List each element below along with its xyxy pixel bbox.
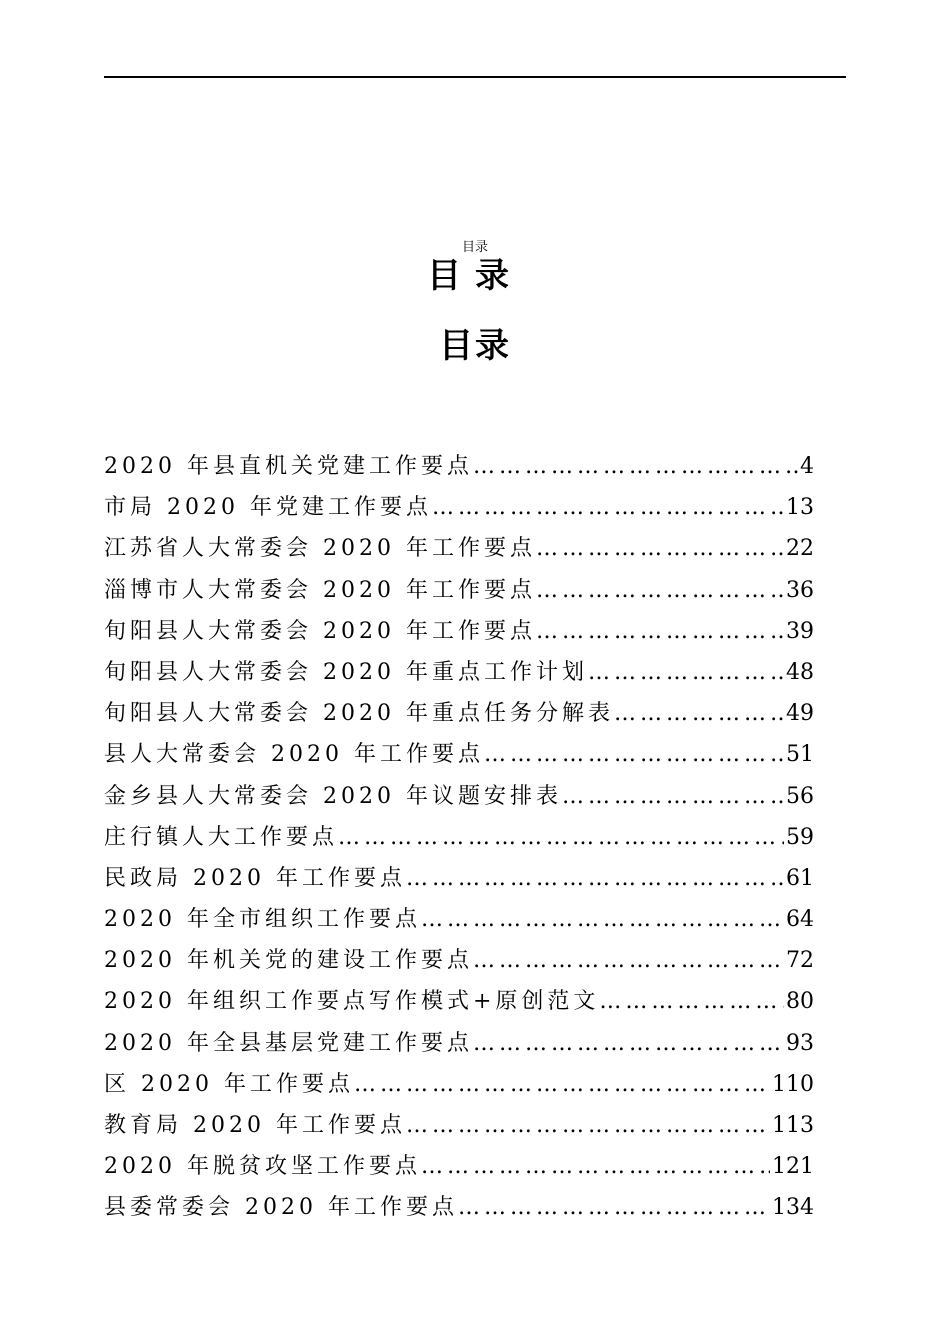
- toc-dot-leader: [421, 899, 784, 940]
- toc-entry-page-number: 64: [786, 907, 814, 933]
- toc-entry-title: 2020 年机关党的建设工作要点: [104, 948, 473, 974]
- toc-entry-title: 旬阳县人大常委会 2020 年重点任务分解表: [104, 701, 614, 727]
- toc-entry[interactable]: [104, 734, 814, 775]
- toc-dot-leader: [406, 858, 784, 899]
- toc-entry-page-number: 61: [786, 865, 814, 891]
- toc-dot-leader: [614, 693, 784, 734]
- toc-entry-page-number: 51: [786, 742, 814, 768]
- toc-dot-leader: [588, 652, 784, 693]
- toc-entry-page-number: 93: [786, 1030, 814, 1056]
- toc-entry-title: 2020 年县直机关党建工作要点: [104, 454, 473, 479]
- toc-entry-title: 2020 年脱贫攻坚工作要点: [104, 1154, 421, 1180]
- toc-dot-leader: [473, 940, 784, 981]
- toc-entry-title: 县委常委会 2020 年工作要点: [104, 1195, 458, 1221]
- table-of-contents: [104, 446, 814, 1229]
- toc-dot-leader: [536, 528, 784, 569]
- toc-entry-page-number: 110: [772, 1071, 814, 1097]
- toc-entry-title: 淄博市人大常委会 2020 年工作要点: [104, 577, 536, 603]
- toc-dot-leader: [432, 487, 784, 528]
- toc-entry[interactable]: [104, 817, 814, 858]
- toc-dot-leader: [473, 446, 798, 487]
- toc-entry-page-number: 134: [772, 1195, 814, 1221]
- toc-entry[interactable]: [104, 570, 814, 611]
- toc-entry-title: 旬阳县人大常委会 2020 年工作要点: [104, 618, 536, 644]
- toc-entry-page-number: 22: [786, 536, 814, 562]
- toc-entry[interactable]: [104, 1064, 814, 1105]
- toc-entry[interactable]: [104, 1105, 814, 1146]
- toc-entry-page-number: 48: [786, 659, 814, 685]
- toc-entry-title: 2020 年全县基层党建工作要点: [104, 1030, 473, 1056]
- toc-entry[interactable]: [104, 487, 814, 528]
- toc-dot-leader: [354, 1064, 770, 1105]
- toc-entry-page-number: 4: [800, 454, 814, 479]
- toc-dot-leader: [536, 611, 784, 652]
- toc-entry-title: 2020 年全市组织工作要点: [104, 907, 421, 933]
- toc-entry-title: 县人大常委会 2020 年工作要点: [104, 742, 484, 768]
- toc-entry[interactable]: [104, 1023, 814, 1064]
- toc-entry-page-number: 39: [786, 618, 814, 644]
- toc-dot-leader: [484, 734, 784, 775]
- toc-entry[interactable]: [104, 611, 814, 652]
- toc-entry-page-number: 13: [786, 495, 814, 521]
- toc-entry-title: 旬阳县人大常委会 2020 年重点工作计划: [104, 659, 588, 685]
- toc-dot-leader: [406, 1105, 770, 1146]
- toc-entry-title: 庄行镇人大工作要点: [104, 824, 339, 850]
- page-title: 目录: [427, 256, 523, 296]
- toc-entry[interactable]: [104, 652, 814, 693]
- toc-entry[interactable]: [104, 858, 814, 899]
- toc-entry-title: 民政局 2020 年工作要点: [104, 865, 406, 891]
- toc-dot-leader: [458, 1187, 770, 1228]
- toc-entry[interactable]: [104, 528, 814, 569]
- toc-dot-leader: [338, 817, 784, 858]
- toc-dot-leader: [536, 570, 784, 611]
- toc-entry-page-number: 56: [786, 783, 814, 809]
- toc-entry-title: 区 2020 年工作要点: [104, 1071, 354, 1097]
- toc-entry[interactable]: [104, 940, 814, 981]
- toc-dot-leader: [473, 1023, 784, 1064]
- header-small-title: 目录: [461, 240, 488, 255]
- toc-dot-leader: [421, 1146, 770, 1187]
- toc-entry-title: 江苏省人大常委会 2020 年工作要点: [104, 536, 536, 562]
- toc-entry[interactable]: [104, 693, 814, 734]
- toc-entry[interactable]: [104, 1187, 814, 1228]
- toc-entry[interactable]: [104, 899, 814, 940]
- toc-dot-leader: [562, 776, 784, 817]
- toc-entry[interactable]: [104, 1146, 814, 1187]
- toc-entry-page-number: 80: [786, 989, 814, 1015]
- toc-entry-page-number: 49: [786, 701, 814, 727]
- page-subtitle: 目录: [439, 326, 511, 366]
- toc-entry-title: 2020 年组织工作要点写作模式+原创范文: [104, 989, 600, 1015]
- toc-entry-page-number: 59: [786, 824, 814, 850]
- toc-entry-page-number: 121: [772, 1154, 814, 1180]
- toc-dot-leader: [599, 981, 784, 1022]
- toc-entry-title: 市局 2020 年党建工作要点: [104, 495, 432, 521]
- toc-entry-page-number: 36: [786, 577, 814, 603]
- header-rule: [104, 76, 846, 78]
- toc-entry[interactable]: [104, 446, 814, 487]
- toc-entry-page-number: 113: [772, 1113, 814, 1138]
- toc-entry-title: 教育局 2020 年工作要点: [104, 1113, 406, 1138]
- toc-entry[interactable]: [104, 981, 814, 1022]
- toc-entry[interactable]: [104, 776, 814, 817]
- toc-entry-title: 金乡县人大常委会 2020 年议题安排表: [104, 783, 562, 809]
- toc-entry-page-number: 72: [786, 948, 814, 974]
